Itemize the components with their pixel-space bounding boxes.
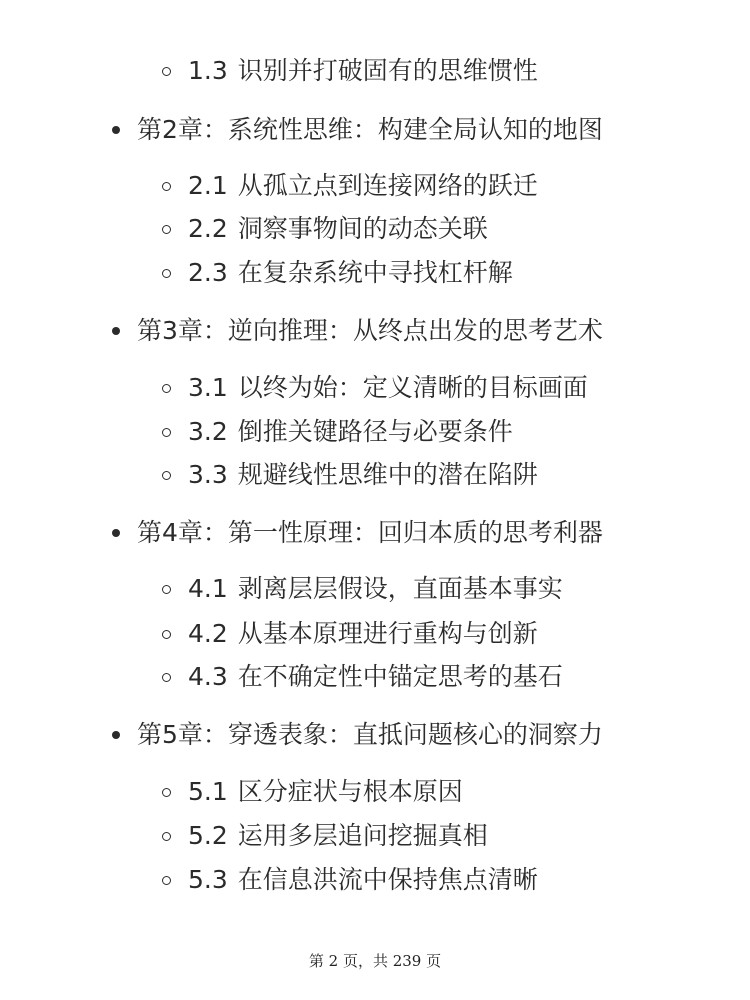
chapter-title: 第4章：第一性原理：回归本质的思考利器 (137, 518, 603, 547)
disc-bullet-icon (112, 529, 120, 537)
toc-section-5-3 (162, 863, 538, 897)
toc-section-3-1 (162, 371, 588, 405)
toc-chapter-2 (112, 113, 603, 147)
section-number: 2.3 (188, 258, 228, 287)
circle-bullet-icon (162, 428, 171, 437)
toc-section-5-2 (162, 819, 488, 853)
circle-bullet-icon (162, 384, 171, 393)
disc-bullet-icon (112, 731, 120, 739)
section-number: 3.3 (188, 460, 228, 489)
section-number: 2.2 (188, 214, 228, 243)
toc-section-2-2 (162, 212, 488, 246)
disc-bullet-icon (112, 126, 120, 134)
section-title: 在信息洪流中保持焦点清晰 (237, 865, 538, 894)
chapter-title: 第2章：系统性思维：构建全局认知的地图 (137, 115, 603, 144)
section-title: 以终为始：定义清晰的目标画面 (237, 373, 588, 402)
toc-chapter-5 (112, 718, 603, 752)
section-title: 倒推关键路径与必要条件 (237, 417, 513, 446)
circle-bullet-icon (162, 673, 171, 682)
chapter-title: 第5章：穿透表象：直抵问题核心的洞察力 (137, 720, 603, 749)
circle-bullet-icon (162, 876, 171, 885)
toc-section-3-2 (162, 415, 513, 449)
toc-section-2-1 (162, 169, 538, 203)
section-title: 从基本原理进行重构与创新 (237, 619, 538, 648)
section-number: 2.1 (188, 171, 228, 200)
toc-section-3-3 (162, 458, 538, 492)
section-title: 区分症状与根本原因 (237, 777, 463, 806)
circle-bullet-icon (162, 67, 171, 76)
toc-section-4-3 (162, 660, 563, 694)
section-title: 识别并打破固有的思维惯性 (237, 56, 538, 85)
toc-section-5-1 (162, 775, 463, 809)
section-title: 剥离层层假设，直面基本事实 (237, 574, 563, 603)
circle-bullet-icon (162, 832, 171, 841)
section-title: 从孤立点到连接网络的跃迁 (237, 171, 538, 200)
section-number: 1.3 (188, 56, 228, 85)
toc-chapter-4 (112, 516, 603, 550)
section-title: 在不确定性中锚定思考的基石 (237, 662, 563, 691)
section-number: 4.1 (188, 574, 228, 603)
circle-bullet-icon (162, 225, 171, 234)
section-number: 4.3 (188, 662, 228, 691)
circle-bullet-icon (162, 182, 171, 191)
section-number: 3.1 (188, 373, 228, 402)
circle-bullet-icon (162, 630, 171, 639)
chapter-title: 第3章：逆向推理：从终点出发的思考艺术 (137, 316, 603, 345)
section-title: 在复杂系统中寻找杠杆解 (237, 258, 513, 287)
toc-section-2-3 (162, 256, 513, 290)
section-title: 洞察事物间的动态关联 (237, 214, 488, 243)
circle-bullet-icon (162, 585, 171, 594)
toc-section-4-1 (162, 572, 563, 606)
section-number: 5.3 (188, 865, 228, 894)
circle-bullet-icon (162, 788, 171, 797)
toc-section-4-2 (162, 617, 538, 651)
toc-chapter-3 (112, 314, 603, 348)
disc-bullet-icon (112, 327, 120, 335)
section-title: 运用多层追问挖掘真相 (237, 821, 488, 850)
circle-bullet-icon (162, 471, 171, 480)
page-number-footer: 第 2 页，共 239 页 (308, 952, 442, 970)
section-number: 4.2 (188, 619, 228, 648)
section-number: 3.2 (188, 417, 228, 446)
toc-section-1-3 (162, 54, 538, 88)
section-number: 5.2 (188, 821, 228, 850)
circle-bullet-icon (162, 269, 171, 278)
section-title: 规避线性思维中的潜在陷阱 (237, 460, 538, 489)
section-number: 5.1 (188, 777, 228, 806)
